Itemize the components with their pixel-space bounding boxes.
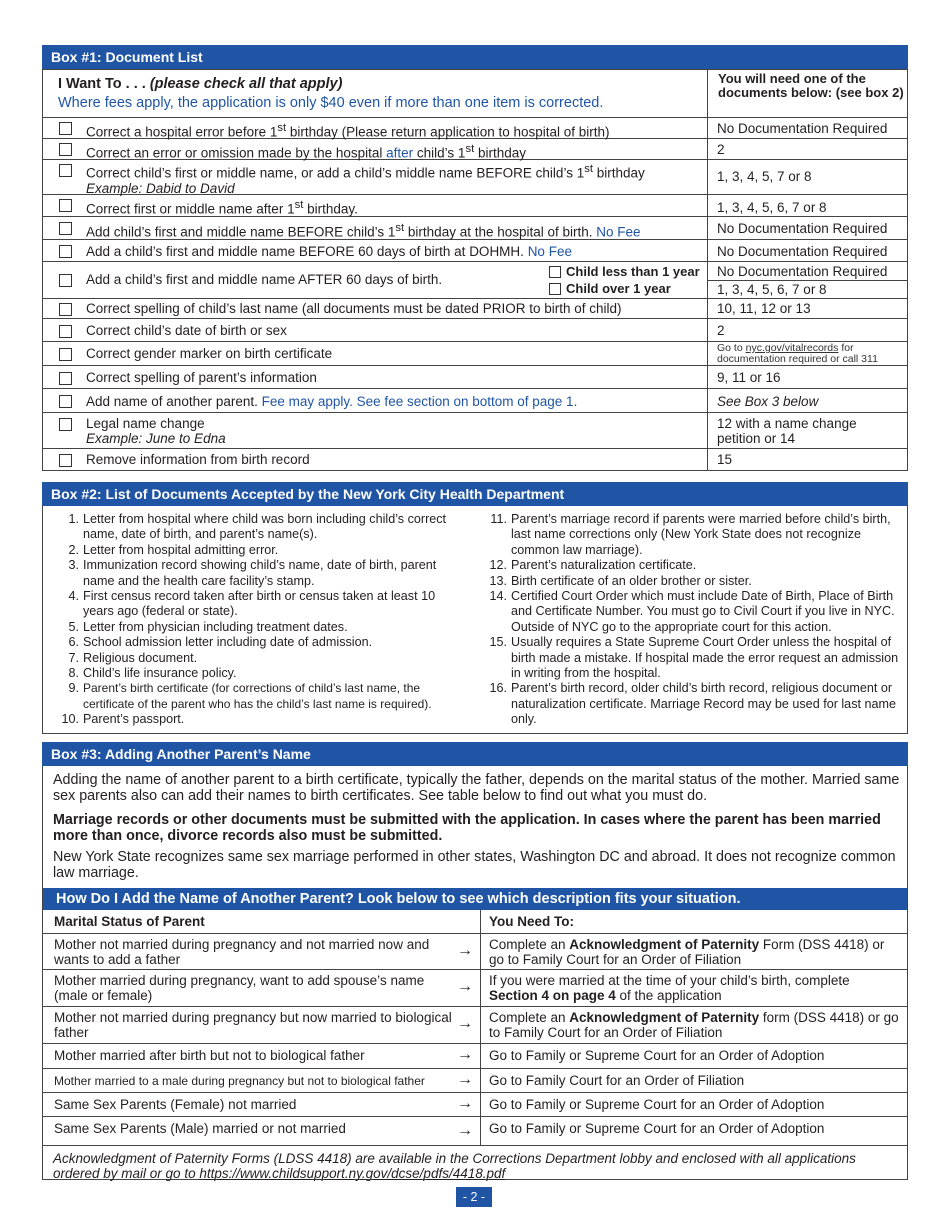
table-header-row: Marital Status of Parent You Need To: (43, 910, 907, 934)
list-item: 7. Religious document. (68, 650, 198, 665)
table-row: Add a child’s first and middle name BEFORE 60 days of birth at DOHMH. No Fee No Documentation Required (43, 240, 907, 262)
checkbox[interactable] (59, 245, 72, 258)
table-row: Correct gender marker on birth certificate Go to nyc.gov/vitalrecords for documentation required or call 311 (43, 342, 907, 366)
list-item: 13. Birth certificate of an older brother or sister. (489, 573, 752, 588)
documents-right-column (471, 512, 899, 728)
table-row: Legal name change Example: June to Edna 12 with a name change petition or 14 (43, 413, 907, 449)
paternity-forms-note: Acknowledgment of Paternity Forms (LDSS 4418) are available in the Corrections Department lobby and enclosed with all applications ordered by mail or go to https://www.childsupport.ny.gov/dcse/pdfs/4418.pdf (53, 1151, 856, 1181)
page-number: - 2 - (456, 1187, 492, 1207)
document-list-table (42, 69, 908, 471)
intro-paragraph: Adding the name of another parent to a birth certificate, typically the father, depends on the marital status of the mother. Married same sex parents also can add their names to birth certificates. See table below to find out what you must do. (53, 772, 900, 804)
arrow-right-icon: → (457, 1071, 473, 1088)
arrow-right-icon: → (457, 1122, 473, 1139)
checkbox[interactable] (59, 418, 72, 431)
list-item: 6. School admission letter including date of admission. (68, 635, 373, 650)
table-row: Correct spelling of parent’s information 9, 11 or 16 (43, 366, 907, 389)
table-row: Mother not married during pregnancy and not married now and wants to add a father → Complete an Acknowledgment of Paternity Form (DSS 4418) or go to Family Court for an Order of Filiation (43, 934, 907, 970)
table-row: Add name of another parent. Fee may apply. See fee section on bottom of page 1. See Box 3 below (43, 389, 907, 413)
row-divider (708, 280, 907, 281)
list-item: 10. Parent’s passport. (61, 712, 185, 727)
list-item: 2. Letter from hospital admitting error. (68, 542, 279, 557)
list-item: 11. Parent’s marriage record if parents were married before child’s birth, last name corrections only (New York State does not recognize common law marriage). (490, 512, 891, 557)
checkbox[interactable] (59, 122, 72, 135)
add-parent-section (42, 766, 908, 1180)
list-item: 1. Letter from hospital where child was born including child’s correct name, date of birth, and parent’s name(s). (68, 512, 447, 542)
box2-title: Box #2: List of Documents Accepted by the New York City Health Department (42, 482, 908, 506)
list-item: 9. Parent’s birth certificate (for corrections of child’s last name, the certificate of the parent who has the child’s last name is required). (68, 681, 432, 711)
table-row: Correct a hospital error before 1st birthday (Please return application to hospital of birth) No Documentation Required (43, 118, 907, 139)
arrow-right-icon: → (457, 1015, 473, 1032)
checkbox[interactable] (59, 372, 72, 385)
child-over-one-checkbox[interactable] (549, 283, 561, 295)
checkbox[interactable] (59, 274, 72, 287)
list-item: 3. Immunization record showing child’s name, date of birth, parent name and the health care facility’s stamp. (68, 558, 437, 588)
table-row: Add a child’s first and middle name AFTER 60 days of birth. Child less than 1 year Child over 1 year No Documentation Required 1, 3, 4, 5, 6, 7 or 8 (43, 262, 907, 299)
table-row: Correct spelling of child’s last name (all documents must be dated PRIOR to birth of child) 10, 11, 12 or 13 (43, 299, 907, 319)
table-row: Correct first or middle name after 1st birthday. 1, 3, 4, 5, 6, 7 or 8 (43, 195, 907, 217)
list-item: 12. Parent’s naturalization certificate. (489, 558, 697, 573)
checkbox[interactable] (59, 222, 72, 235)
parent-table-title: How Do I Add the Name of Another Parent? Look below to see which description fits your situation. (43, 888, 907, 910)
header-need: You will need one of the documents below: (see box 2) (718, 71, 904, 100)
table-row: Same Sex Parents (Female) not married → Go to Family or Supreme Court for an Order of Adoption (43, 1093, 907, 1117)
checkbox[interactable] (59, 325, 72, 338)
header-fees: Where fees apply, the application is only $40 even if more than one item is corrected. (58, 95, 604, 111)
checkbox[interactable] (59, 348, 72, 361)
table-row: Remove information from birth record 15 (43, 449, 907, 470)
requirements-paragraph: Marriage records or other documents must be submitted with the application. In cases where the parent has been married more than once, divorce records also must be submitted. (53, 812, 881, 844)
table-row: Correct an error or omission made by the hospital after child’s 1st birthday 2 (43, 139, 907, 160)
header-want: I Want To . . . (please check all that apply) (58, 76, 343, 92)
table-row: Correct child’s date of birth or sex 2 (43, 319, 907, 342)
list-item: 15. Usually requires a State Supreme Court Order unless the hospital of birth made a mistake. If hospital made the error request an admission in writing from the hospital. (489, 635, 899, 681)
checkbox[interactable] (59, 164, 72, 177)
checkbox[interactable] (59, 303, 72, 316)
checkbox[interactable] (59, 143, 72, 156)
arrow-right-icon: → (457, 942, 473, 959)
list-item: 8. Child’s life insurance policy. (68, 666, 237, 681)
childsupport-link[interactable]: https://www.childsupport.ny.gov/dcse/pdfs/4418.pdf (199, 1166, 506, 1181)
checkbox[interactable] (59, 395, 72, 408)
checkbox[interactable] (59, 454, 72, 467)
table-row: Same Sex Parents (Male) married or not married → Go to Family or Supreme Court for an Order of Adoption (43, 1117, 907, 1146)
documents-list (42, 506, 908, 734)
table-row: Add child’s first and middle name BEFORE child’s 1st birthday at the hospital of birth. No Fee No Documentation Required (43, 217, 907, 240)
checkbox[interactable] (59, 199, 72, 212)
list-item: 5. Letter from physician including treatment dates. (68, 619, 348, 634)
box3-title: Box #3: Adding Another Parent’s Name (42, 742, 908, 766)
table-row: Mother not married during pregnancy but now married to biological father → Complete an Acknowledgment of Paternity form (DSS 4418) or go to Family Court for an Order of Filiation (43, 1007, 907, 1044)
arrow-right-icon: → (457, 1095, 473, 1112)
table-row: Mother married during pregnancy, want to add spouse’s name (male or female) → If you were married at the time of your child’s birth, complete Section 4 on page 4 of the application (43, 970, 907, 1007)
documents-left-column (43, 512, 453, 728)
list-item: 14. Certified Court Order which must include Date of Birth, Place of Birth and Certificate Number. You must go to Civil Court if you live in NYC. Outside of NYC go to the appropriate court for this action. (489, 589, 895, 634)
document-list-header (43, 70, 907, 118)
list-item: 16. Parent’s birth record, older child’s birth record, religious document or naturalization certificate. Marriage Record may be used for last name only. (489, 681, 896, 727)
arrow-right-icon: → (457, 978, 473, 995)
child-under-one-checkbox[interactable] (549, 266, 561, 278)
table-row: Mother married to a male during pregnancy but not to biological father → Go to Family Court for an Order of Filiation (43, 1069, 907, 1093)
table-row: Correct child’s first or middle name, or add a child’s middle name BEFORE child’s 1st birthday Example: Dabid to David 1, 3, 4, 5, 7 or 8 (43, 160, 907, 195)
list-item: 4. First census record taken after birth or census taken at least 10 years ago (federal or state). (68, 589, 436, 619)
recognition-paragraph: New York State recognizes same sex marriage performed in other states, Washington DC and abroad. It does not recognize common law marriage. (53, 849, 896, 881)
box1-title: Box #1: Document List (42, 45, 908, 69)
vitalrecords-link[interactable]: nyc.gov/vitalrecords (745, 342, 839, 354)
arrow-right-icon: → (457, 1046, 473, 1063)
table-row: Mother married after birth but not to biological father → Go to Family or Supreme Court for an Order of Adoption (43, 1044, 907, 1069)
